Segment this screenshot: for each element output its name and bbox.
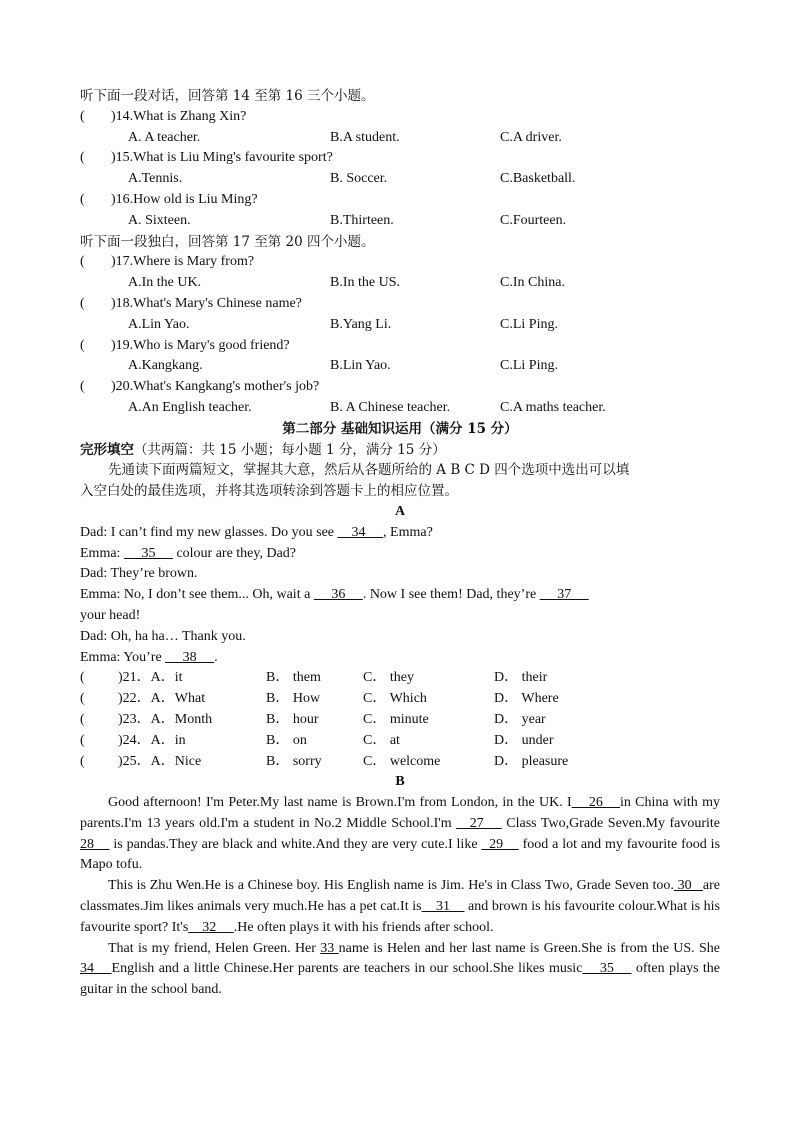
listening-questions-17-20 — [80, 252, 720, 418]
passage-text: This is Zhu Wen.He is a Chinese boy. His English name is Jim. He's in Class Two, Grade Seven too. — [108, 878, 674, 894]
blank-38: 38 — [165, 649, 215, 665]
choice-row — [80, 752, 720, 773]
choice-c: C． welcome — [363, 753, 441, 769]
dialog-line-4 — [80, 585, 720, 606]
instruction-line-1: 先通读下面两篇短文，掌握其大意，然后从各题所给的 A B C D 四个选项中选出可以填 — [108, 462, 630, 479]
option-c: C.In China. — [500, 275, 565, 291]
question-row — [80, 252, 720, 273]
answer-bracket: ( — [80, 732, 85, 748]
answer-bracket: ( — [80, 150, 85, 166]
cloze-blank: 35 — [582, 961, 632, 977]
passage-b-paragraph-2 — [80, 876, 720, 938]
cloze-blank: 33 — [320, 940, 339, 956]
answer-bracket: ( — [80, 254, 85, 270]
monologue-instruction: 听下面一段独白，回答第 17 至第 20 四个小题。 — [80, 233, 375, 250]
dialog-text: . — [214, 649, 218, 665]
option-a: A.Lin Yao. — [128, 316, 190, 332]
choice-c: C． at — [363, 732, 400, 748]
answer-bracket: ( — [80, 379, 85, 395]
choice-b: B． on — [266, 732, 307, 748]
question-row — [80, 377, 720, 398]
section-header — [80, 440, 720, 461]
answer-bracket: ( — [80, 753, 85, 769]
answer-bracket: ( — [80, 108, 85, 124]
choice-d: D． Where — [494, 691, 559, 707]
dialog-line-7 — [80, 648, 720, 669]
option-a: A. A teacher. — [128, 129, 201, 145]
choice-c: C． they — [363, 670, 414, 686]
dialog-line-2 — [80, 544, 720, 565]
question-row — [80, 336, 720, 357]
passage-text: are classmates.Jim likes animals very much.He has a pet cat.It is — [80, 878, 720, 915]
dialog-line-1 — [80, 523, 720, 544]
answer-bracket: ( — [80, 711, 85, 727]
passage-text: name is Helen and her last name is Green.She is from the US. She — [338, 940, 720, 956]
passage-text: often plays the guitar in the school band. — [80, 961, 721, 998]
dialog-text: Emma: — [80, 545, 124, 561]
choice-a: )23．A．Month — [118, 711, 213, 727]
dialog-line-5: your head! — [80, 607, 141, 623]
option-b: B.Thirteen. — [330, 212, 394, 228]
choice-d: D． their — [494, 670, 548, 686]
choice-row — [80, 710, 720, 731]
blank-37: 37 — [539, 587, 589, 603]
option-row — [80, 398, 720, 419]
question-row — [80, 148, 720, 169]
answer-bracket: ( — [80, 337, 85, 353]
choice-a: )22．A．What — [118, 691, 206, 707]
option-b: B.Yang Li. — [330, 316, 392, 332]
passage-text: is pandas.They are black and white.And they are very cute.I like — [109, 836, 482, 852]
choice-b: B． them — [266, 670, 321, 686]
option-c: C.A maths teacher. — [500, 399, 606, 415]
option-a: A.An English teacher. — [128, 399, 252, 415]
question-stem: )15.What is Liu Ming's favourite sport? — [111, 150, 333, 166]
option-row — [80, 211, 720, 232]
listening-questions-14-16 — [80, 107, 720, 232]
cloze-blank: 29 — [481, 836, 519, 852]
answer-bracket: ( — [80, 191, 85, 207]
choice-d: D． under — [494, 732, 554, 748]
option-c: C.Basketball. — [500, 171, 576, 187]
option-c: C.Li Ping. — [500, 316, 558, 332]
option-a: A.In the UK. — [128, 275, 202, 291]
choice-row — [80, 731, 720, 752]
passage-text: Good afternoon! I'm Peter.My last name is Brown.I'm from London, in the UK. I — [108, 795, 572, 811]
cloze-blank: 30 — [673, 878, 703, 894]
option-a: A.Kangkang. — [128, 358, 203, 374]
section-label: 完形填空 — [80, 441, 134, 458]
dialog-text: . Now I see them! Dad, they’re — [362, 587, 540, 603]
passage-text: English and a little Chinese.Her parents are teachers in our school.She likes music — [111, 961, 583, 977]
dialog-text: colour are they, Dad? — [172, 545, 297, 561]
answer-bracket: ( — [80, 691, 85, 707]
option-b: B.A student. — [330, 129, 400, 145]
option-a: A.Tennis. — [128, 171, 183, 187]
exam-page — [80, 86, 720, 1001]
cloze-blank: 34 — [80, 961, 112, 977]
question-stem: )14.What is Zhang Xin? — [111, 108, 247, 124]
passage-text: .He often plays it with his friends after school. — [233, 919, 494, 935]
option-c: C.Fourteen. — [500, 212, 567, 228]
question-row — [80, 190, 720, 211]
dialog-text: Dad: I can’t find my new glasses. Do you see — [80, 524, 338, 540]
option-b: B.In the US. — [330, 275, 400, 291]
choice-c: C． minute — [363, 711, 429, 727]
cloze-blank: 26 — [571, 795, 620, 811]
cloze-blank: 31 — [421, 899, 465, 915]
blank-34: 34 — [337, 524, 384, 540]
part-two-title: 第二部分 基础知识运用（满分 15 分） — [282, 420, 518, 437]
passage-text: and brown is his favourite colour.What is his favourite sport? It's — [80, 899, 720, 935]
option-a: A. Sixteen. — [128, 212, 191, 228]
choice-d: D． year — [494, 711, 546, 727]
passage-a-label: A — [394, 503, 406, 519]
passage-text: in China with my parents.I'm 13 years old.I'm a student in No.2 Middle School.I'm — [80, 795, 720, 831]
passage-b-paragraph-3 — [80, 939, 720, 1001]
option-row — [80, 356, 720, 377]
instruction-line-2: 入空白处的最佳选项，并将其选项转涂到答题卡上的相应位置。 — [80, 483, 458, 500]
section-note: （共两篇：共 15 小题；每小题 1 分，满分 15 分） — [134, 441, 446, 458]
dialog-instruction: 听下面一段对话，回答第 14 至第 16 三个小题。 — [80, 88, 375, 104]
option-b: B. A Chinese teacher. — [330, 399, 451, 415]
question-stem: )20.What's Kangkang's mother's job? — [111, 379, 320, 395]
option-b: B.Lin Yao. — [330, 358, 391, 374]
blank-36: 36 — [313, 587, 363, 603]
passage-b-label: B — [395, 774, 405, 790]
choice-b: B． hour — [266, 711, 319, 727]
answer-bracket: ( — [80, 670, 85, 686]
question-stem: )19.Who is Mary's good friend? — [111, 337, 290, 353]
dialog-text: Emma: No, I don’t see them... Oh, wait a — [80, 587, 314, 603]
option-c: C.A driver. — [500, 129, 562, 145]
passage-text: Class Two,Grade Seven.My favourite — [501, 815, 720, 831]
question-stem: )18.What's Mary's Chinese name? — [111, 295, 302, 311]
option-row — [80, 128, 720, 149]
cloze-blank: 28 — [80, 836, 110, 852]
choice-a: )24．A．in — [118, 732, 186, 748]
question-row — [80, 294, 720, 315]
choice-row — [80, 668, 720, 689]
cloze-blank: 32 — [188, 919, 234, 935]
answer-bracket: ( — [80, 295, 85, 311]
passage-text: That is my friend, Helen Green. Her — [108, 940, 321, 956]
choice-d: D． pleasure — [494, 753, 569, 769]
option-c: C.Li Ping. — [500, 358, 558, 374]
option-row — [80, 169, 720, 190]
dialog-text: Emma: You’re — [80, 649, 166, 665]
choice-b: B． sorry — [266, 753, 322, 769]
choice-c: C． Which — [363, 691, 427, 707]
passage-b-paragraph-1 — [80, 793, 720, 876]
option-row — [80, 315, 720, 336]
dialog-line-6: Dad: Oh, ha ha… Thank you. — [80, 628, 246, 644]
question-stem: )16.How old is Liu Ming? — [111, 191, 258, 207]
cloze-blank: 27 — [456, 815, 502, 831]
choice-a: )25．A．Nice — [118, 753, 202, 769]
cloze-choices-a — [80, 668, 720, 772]
dialog-text: , Emma? — [383, 524, 433, 540]
blank-35: 35 — [123, 545, 173, 561]
choice-b: B． How — [266, 691, 321, 707]
choice-row — [80, 689, 720, 710]
question-row — [80, 107, 720, 128]
option-row — [80, 273, 720, 294]
option-b: B. Soccer. — [330, 171, 388, 187]
passage-text: food a lot and my favourite food is Mapo tofu. — [80, 836, 721, 873]
choice-a: )21．A．it — [118, 670, 183, 686]
dialog-line-3: Dad: They’re brown. — [80, 566, 198, 582]
question-stem: )17.Where is Mary from? — [111, 254, 255, 270]
